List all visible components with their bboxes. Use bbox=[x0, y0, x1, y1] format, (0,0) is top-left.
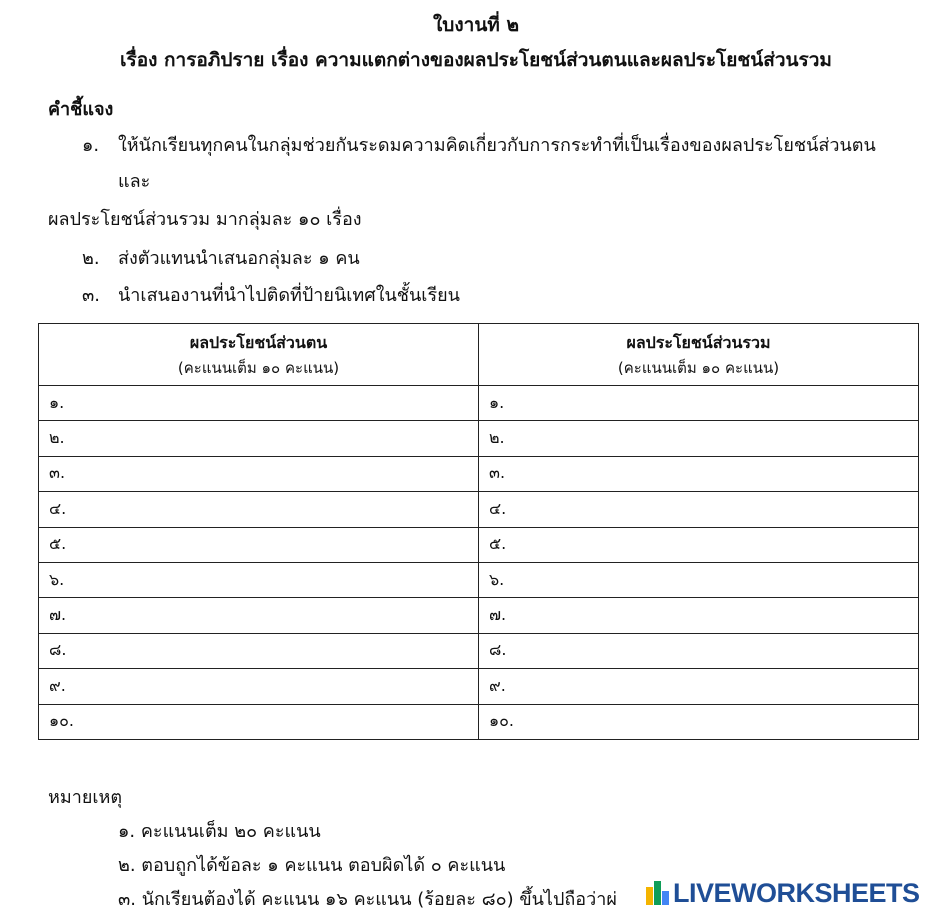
column-title: ผลประโยชน์ส่วนตน bbox=[189, 332, 328, 352]
table-row bbox=[39, 669, 919, 704]
table-cell-public[interactable]: ๔. bbox=[479, 492, 919, 527]
liveworksheets-logo-icon bbox=[646, 881, 670, 905]
column-header-public bbox=[479, 324, 919, 386]
table-row bbox=[39, 562, 919, 597]
table-row bbox=[39, 704, 919, 739]
table-header-row bbox=[39, 324, 919, 386]
table-row bbox=[39, 527, 919, 562]
table-cell-public[interactable]: ๓. bbox=[479, 456, 919, 491]
table-cell-public[interactable]: ๕. bbox=[479, 527, 919, 562]
instruction-item-3 bbox=[82, 280, 460, 309]
column-header-personal bbox=[39, 324, 479, 386]
table-row bbox=[39, 386, 919, 421]
column-subtitle: (คะแนนเต็ม ๑๐ คะแนน) bbox=[617, 358, 780, 377]
column-subtitle: (คะแนนเต็ม ๑๐ คะแนน) bbox=[177, 358, 340, 377]
instruction-number: ๓. bbox=[82, 285, 101, 306]
table-cell-personal[interactable]: ๓. bbox=[39, 456, 479, 491]
table-cell-public[interactable]: ๖. bbox=[479, 562, 919, 597]
instruction-number: ๒. bbox=[82, 248, 100, 269]
instruction-item-1-continued: และ bbox=[118, 171, 151, 192]
table-cell-personal[interactable]: ๑๐. bbox=[39, 704, 479, 739]
logo-bar bbox=[646, 887, 653, 905]
table-row bbox=[39, 456, 919, 491]
table-cell-public[interactable]: ๗. bbox=[479, 598, 919, 633]
logo-bar bbox=[654, 881, 661, 905]
table-cell-personal[interactable]: ๖. bbox=[39, 562, 479, 597]
table-cell-public[interactable]: ๑๐. bbox=[479, 704, 919, 739]
instruction-number: ๑. bbox=[82, 135, 100, 156]
table-row bbox=[39, 421, 919, 456]
worksheet-title: ใบงานที่ ๒ bbox=[433, 14, 519, 36]
instructions-heading: คำชี้แจง bbox=[48, 99, 114, 120]
worksheet-subtitle: เรื่อง การอภิปราย เรื่อง ความแตกต่างของผลประโยชน์ส่วนตนและผลประโยชน์ส่วนรวม bbox=[120, 49, 832, 71]
table-cell-public[interactable]: ๑. bbox=[479, 386, 919, 421]
liveworksheets-logo bbox=[646, 878, 920, 908]
table-row bbox=[39, 492, 919, 527]
instruction-item-2 bbox=[82, 243, 360, 272]
column-title: ผลประโยชน์ส่วนรวม bbox=[626, 332, 771, 352]
benefits-table bbox=[38, 323, 919, 740]
table-cell-public[interactable]: ๒. bbox=[479, 421, 919, 456]
table-cell-public[interactable]: ๘. bbox=[479, 633, 919, 668]
instruction-text: ให้นักเรียนทุกคนในกลุ่มช่วยกันระดมความคิดเกี่ยวกับการกระทำที่เป็นเรื่องของผลประโยชน์ส่วนตน bbox=[118, 135, 876, 156]
table-cell-personal[interactable]: ๔. bbox=[39, 492, 479, 527]
table-cell-personal[interactable]: ๘. bbox=[39, 633, 479, 668]
logo-bar bbox=[662, 891, 669, 905]
table-cell-personal[interactable]: ๗. bbox=[39, 598, 479, 633]
instruction-item-1-line2: ผลประโยชน์ส่วนรวม มากลุ่มละ ๑๐ เรื่อง bbox=[48, 209, 362, 230]
table-row bbox=[39, 633, 919, 668]
table-cell-public[interactable]: ๙. bbox=[479, 669, 919, 704]
note-item-1: ๑. คะแนนเต็ม ๒๐ คะแนน bbox=[118, 821, 321, 842]
note-item-2: ๒. ตอบถูกได้ข้อละ ๑ คะแนน ตอบผิดได้ ๐ คะแนน bbox=[118, 855, 506, 876]
table-cell-personal[interactable]: ๑. bbox=[39, 386, 479, 421]
table-cell-personal[interactable]: ๕. bbox=[39, 527, 479, 562]
notes-heading: หมายเหตุ bbox=[48, 787, 123, 808]
table-cell-personal[interactable]: ๒. bbox=[39, 421, 479, 456]
instruction-text: ส่งตัวแทนนำเสนอกลุ่มละ ๑ คน bbox=[118, 248, 360, 269]
table-body bbox=[39, 386, 919, 740]
instruction-item-1 bbox=[82, 130, 876, 159]
instruction-text: นำเสนองานที่นำไปติดที่ป้ายนิเทศในชั้นเรียน bbox=[118, 285, 460, 306]
note-item-3: ๓. นักเรียนต้องได้ คะแนน ๑๖ คะแนน (ร้อยละ ๘๐) ขึ้นไปถือว่าผ่ bbox=[118, 889, 617, 910]
table-row bbox=[39, 598, 919, 633]
logo-text: LIVEWORKSHEETS bbox=[673, 877, 920, 908]
table-cell-personal[interactable]: ๙. bbox=[39, 669, 479, 704]
